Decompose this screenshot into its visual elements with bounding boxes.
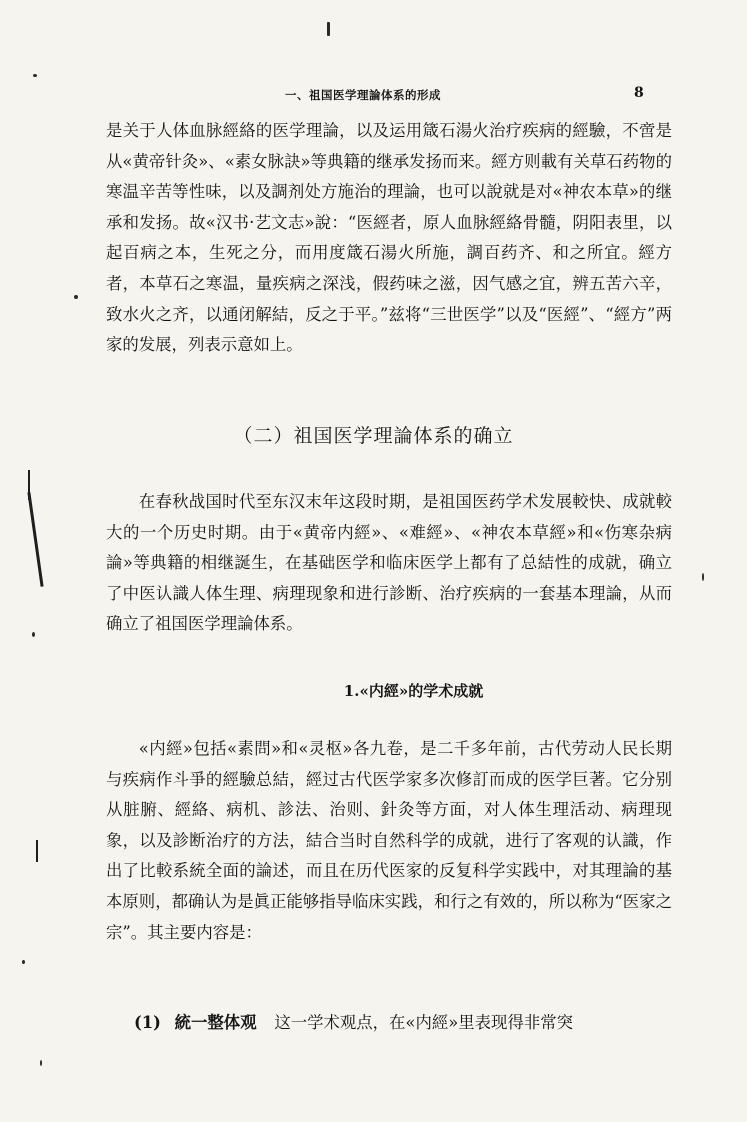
page-number: 8: [634, 85, 644, 101]
binding-mark: [36, 840, 38, 862]
scan-speck: [74, 295, 78, 299]
binding-mark: [27, 492, 43, 586]
scan-speck: [32, 632, 35, 637]
scan-speck: [327, 22, 330, 36]
binding-mark: [28, 470, 30, 500]
item-title: 統一整体观: [174, 1013, 257, 1032]
paragraph-neijing: «内經»包括«素問»和«灵枢»各九卷，是二千多年前，古代劳动人民长期与疾病作斗爭的經驗总結，經过古代医学家多次修訂而成的医学巨著。它分别从脏腑、經絡、病机、診法、治则、針灸等方面，对人体生理活动、病理现象，以及診断治疗的方法，結合当时自然科学的成就，进行了客观的认識，作出了比較系統全面的論述，而且在历代医家的反复科学实践中，对其理論的基本原则，都确认为是眞正能够指导临床实践，和行之有效的，所以称为“医家之宗”。其主要内容是：: [106, 739, 672, 942]
scan-speck: [40, 1060, 42, 1066]
paragraph-continued: 是关于人体血脉經絡的医学理論，以及运用箴石湯火治疗疾病的經驗，不啻是从«黄帝针灸»、«素女脉訣»等典籍的继承发扬而来。經方则載有关草石药物的寒温辛苦等性味，以及調剂处方施治的理論，也可以說就是对«神农本草»的继承和发扬。故«汉书·艺文志»說：“医經者，原人血脉經絡骨髓，阴阳表里，以起百病之本，生死之分，而用度箴石湯火所施，調百药齐、和之所宜。經方者，本草石之寒温，量疾病之深浅，假药味之滋，因气感之宜，辨五苦六辛，致水火之齐，以通闭解結，反之于平。”兹将“三世医学”以及“医經”、“經方”两家的发展，列表示意如上。: [106, 121, 672, 355]
scan-speck: [22, 960, 25, 964]
numbered-item: [134, 1009, 573, 1033]
paragraph-establishment: 在春秋战国时代至东汉末年这段时期，是祖国医药学术发展較快、成就較大的一个历史时期。由于«黄帝内經»、«难經»、«神农本草經»和«伤寒杂病論»等典籍的相继誕生，在基础医学和临床医学上都有了总結性的成就，确立了中医认識人体生理、病理现象和进行診断、治疗疾病的一套基本理論，从而确立了祖国医学理論体系。: [106, 492, 672, 634]
item-number: (1): [134, 1013, 161, 1032]
item-text: 这一学术观点，在«内經»里表现得非常突: [274, 1013, 574, 1032]
section-heading: （二）祖国医学理論体系的确立: [233, 425, 514, 447]
subsection-heading: 1.«内經»的学术成就: [343, 682, 484, 700]
scan-speck: [33, 74, 37, 77]
running-header-title: 一、祖国医学理論体系的形成: [285, 88, 441, 102]
scan-speck: [702, 573, 704, 581]
